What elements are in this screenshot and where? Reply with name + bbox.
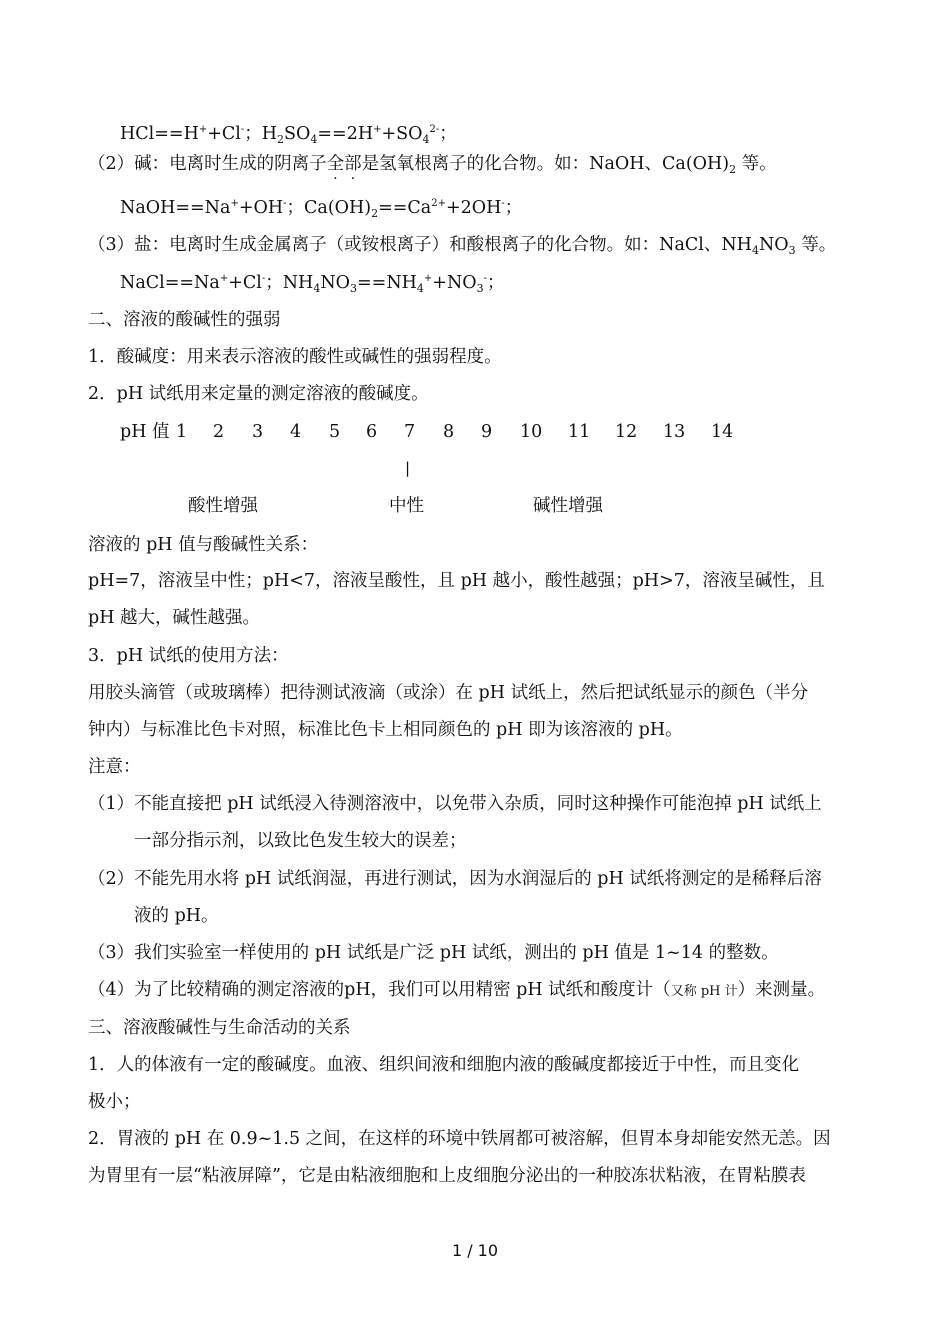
ph-scale-number: 3 [252, 422, 264, 442]
equation-acids: HCl==H++Cl-；$H_2SO_4==2H^++SO_4^{2-}$； [120, 124, 457, 146]
ph-scale-number: 5 [329, 422, 341, 442]
paragraph-acidity-definition: 1．酸碱度：用来表示溶液的酸性或碱性的强弱程度。 [88, 347, 502, 367]
paragraph-usage-2: 钟内）与标准比色卡对照，标准比色卡上相同颜色的 pH 即为该溶液的 pH。 [88, 720, 683, 740]
ph-scale-number: 1 [176, 422, 188, 442]
ph-scale [120, 420, 170, 444]
ph-scale-number: 6 [366, 422, 378, 442]
paragraph-usage-1: 用胶头滴管（或玻璃棒）把待测试液滴（或涂）在 pH 试纸上，然后把试纸显示的颜色（半分 [88, 683, 809, 703]
equation-bases: NaOH==Na++OH-；$Ca(OH)_2==Ca^{2+}+2OH^-$； [120, 198, 523, 220]
ph-scale-number: 8 [443, 422, 455, 442]
ph-scale-number: 10 [520, 422, 543, 442]
neutral-marker: | [405, 459, 411, 477]
ph-scale-number: 11 [568, 422, 591, 442]
acid-increasing-label: 酸性增强 [188, 496, 258, 516]
paragraph-ph-relation-heading: 溶液的 pH 值与酸碱性关系： [88, 535, 319, 555]
note-4: （4）为了比较精确的测定溶液的pH，我们可以用精密 pH 试纸和酸度计（又称 pH 计）来测量。 [88, 980, 826, 1000]
alkaline-increasing-label: 碱性增强 [533, 496, 603, 516]
salt-definition: （3）盐：电离时生成金属离子（或铵根离子）和酸根离子的化合物。如：NaCl、$NH_4NO_3$ 等。 [88, 235, 837, 257]
page-number: 1 / 10 [451, 1241, 499, 1260]
paragraph-body-fluid-1: 1．人的体液有一定的酸碱度。血液、组织间液和细胞内液的酸碱度都接近于中性，而且变化 [88, 1055, 800, 1075]
paragraph-ph-relation-1: pH=7，溶液呈中性；pH<7，溶液呈酸性，且 pH 越小，酸性越强；pH>7，溶液呈碱性，且 [88, 571, 825, 591]
ph-scale-number: 7 [404, 422, 416, 442]
ph-scale-number: 13 [663, 422, 686, 442]
paragraph-gastric-2: 为胃里有一层“粘液屏障”，它是由粘液细胞和上皮细胞分泌出的一种胶冻状粘液，在胃粘膜表 [88, 1166, 806, 1186]
ph-scale-number: 2 [213, 422, 225, 442]
paragraph-body-fluid-2: 极小； [88, 1092, 141, 1112]
paragraph-ph-paper: 2．pH 试纸用来定量的测定溶液的酸碱度。 [88, 384, 429, 404]
note-heading: 注意： [88, 757, 141, 777]
paragraph-ph-relation-2: pH 越大，碱性越强。 [88, 608, 261, 628]
paragraph-gastric-1: 2．胃液的 pH 在 0.9~1.5 之间，在这样的环境中铁屑都可被溶解，但胃本身却能安然无恙。因 [88, 1129, 831, 1149]
ph-scale-label: pH 值 [120, 422, 170, 442]
section-heading-3: 三、溶液酸碱性与生命活动的关系 [88, 1018, 351, 1038]
paragraph-usage-heading: 3．pH 试纸的使用方法： [88, 646, 289, 666]
note-1-line-2: 一部分指示剂，以致比色发生较大的误差； [134, 831, 467, 851]
ph-scale-number: 14 [711, 422, 734, 442]
ph-scale-number: 9 [481, 422, 493, 442]
note-3: （3）我们实验室一样使用的 pH 试纸是广泛 pH 试纸，测出的 pH 值是 1~14 的整数。 [88, 943, 779, 963]
base-definition: （2）碱：电离时生成的阴离子全部是氢氧根离子的化合物。如：NaOH、$Ca(OH)_2$ 等。 [88, 154, 777, 176]
equation-salts: NaCl==Na++Cl-；$NH_4NO_3==NH_4^++NO_3^-$； [120, 273, 505, 295]
section-heading-2: 二、溶液的酸碱性的强弱 [88, 310, 281, 330]
note-2-line-2: 液的 pH。 [134, 906, 219, 926]
note-2-line-1: （2）不能先用水将 pH 试纸润湿，再进行测试，因为水润湿后的 pH 试纸将测定的是稀释后溶 [88, 869, 822, 889]
note-1-line-1: （1）不能直接把 pH 试纸浸入待测溶液中，以免带入杂质，同时这种操作可能泡掉 pH 试纸上 [88, 794, 822, 814]
ph-scale-number: 12 [615, 422, 638, 442]
ph-scale-number: 4 [290, 422, 302, 442]
neutral-label: 中性 [389, 496, 424, 516]
